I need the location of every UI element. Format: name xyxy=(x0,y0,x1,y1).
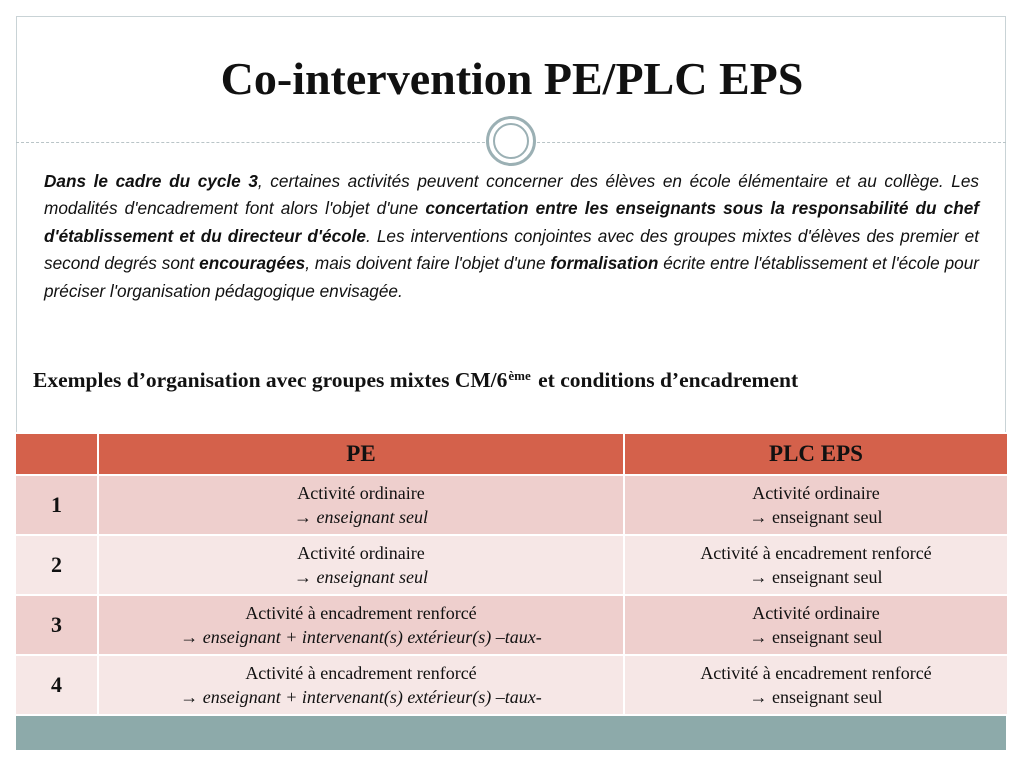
row-number: 1 xyxy=(15,475,98,535)
examples-heading-sup: ème xyxy=(508,368,531,383)
row-number: 4 xyxy=(15,655,98,715)
para-bold-3: concertation entre les enseignants sous la responsabilité du chef d'établissement et du directeur d'école xyxy=(44,198,980,246)
table-header-row xyxy=(15,433,1008,475)
intro-paragraph xyxy=(44,168,979,305)
plc-cell xyxy=(624,655,1008,715)
plc-activity: Activité à encadrement renforcé xyxy=(700,663,932,683)
pe-activity: Activité à encadrement renforcé xyxy=(245,603,477,623)
pe-supervision: → enseignant + intervenant(s) extérieur(s) –taux- xyxy=(180,627,542,647)
table-row xyxy=(15,475,1008,535)
para-bold-1: Dans le cadre du cycle 3 xyxy=(44,171,258,191)
pe-cell xyxy=(98,535,624,595)
page-title: Co-intervention PE/PLC EPS xyxy=(220,53,804,104)
para-bold-7: formalisation xyxy=(550,253,659,274)
plc-activity: Activité ordinaire xyxy=(752,483,880,503)
plc-activity: Activité à encadrement renforcé xyxy=(700,543,932,563)
pe-supervision: → enseignant seul xyxy=(294,567,428,587)
examples-heading-after: et conditions d’encadrement xyxy=(532,368,799,392)
pe-cell xyxy=(98,655,624,715)
pe-activity: Activité à encadrement renforcé xyxy=(245,663,477,683)
pe-activity: Activité ordinaire xyxy=(297,543,425,563)
pe-supervision: → enseignant + intervenant(s) extérieur(s) –taux- xyxy=(180,687,542,707)
pe-cell xyxy=(98,595,624,655)
para-text-2: , certaines activités peuvent concerner des élèves en école élémentaire et au collège. Les modalités d'encadrement font alors l'objet d'une xyxy=(44,171,979,219)
para-bold-5: encouragées xyxy=(199,253,306,274)
plc-activity: Activité ordinaire xyxy=(752,603,880,623)
header-pe: PE xyxy=(98,433,624,475)
plc-cell xyxy=(624,595,1008,655)
plc-cell xyxy=(624,535,1008,595)
plc-supervision: → enseignant seul xyxy=(749,627,883,647)
organisation-table xyxy=(14,432,1009,716)
plc-supervision: → enseignant seul xyxy=(749,687,883,707)
row-number: 2 xyxy=(15,535,98,595)
plc-supervision: → enseignant seul xyxy=(749,567,883,587)
pe-supervision: → enseignant seul xyxy=(294,507,428,527)
row-number: 3 xyxy=(15,595,98,655)
plc-supervision: → enseignant seul xyxy=(749,507,883,527)
examples-heading-before: Exemples d’organisation avec groupes mixtes CM/6 xyxy=(33,368,508,392)
pe-cell xyxy=(98,475,624,535)
table-row xyxy=(15,595,1008,655)
plc-cell xyxy=(624,475,1008,535)
footer-bar xyxy=(16,716,1006,750)
header-plc-eps: PLC EPS xyxy=(624,433,1008,475)
para-text-8: écrite entre l'établissement et l'école pour préciser l'organisation pédagogique envisagée. xyxy=(44,253,979,301)
examples-heading xyxy=(33,368,1008,393)
para-text-6: , mais doivent faire l'objet d'une xyxy=(305,253,551,274)
header-empty xyxy=(15,433,98,475)
pe-activity: Activité ordinaire xyxy=(297,483,425,503)
table-row xyxy=(15,535,1008,595)
table-row xyxy=(15,655,1008,715)
double-ring-icon xyxy=(486,116,536,166)
para-text-4: . Les interventions conjointes avec des groupes mixtes d'élèves des premier et second degrés sont xyxy=(44,225,979,274)
